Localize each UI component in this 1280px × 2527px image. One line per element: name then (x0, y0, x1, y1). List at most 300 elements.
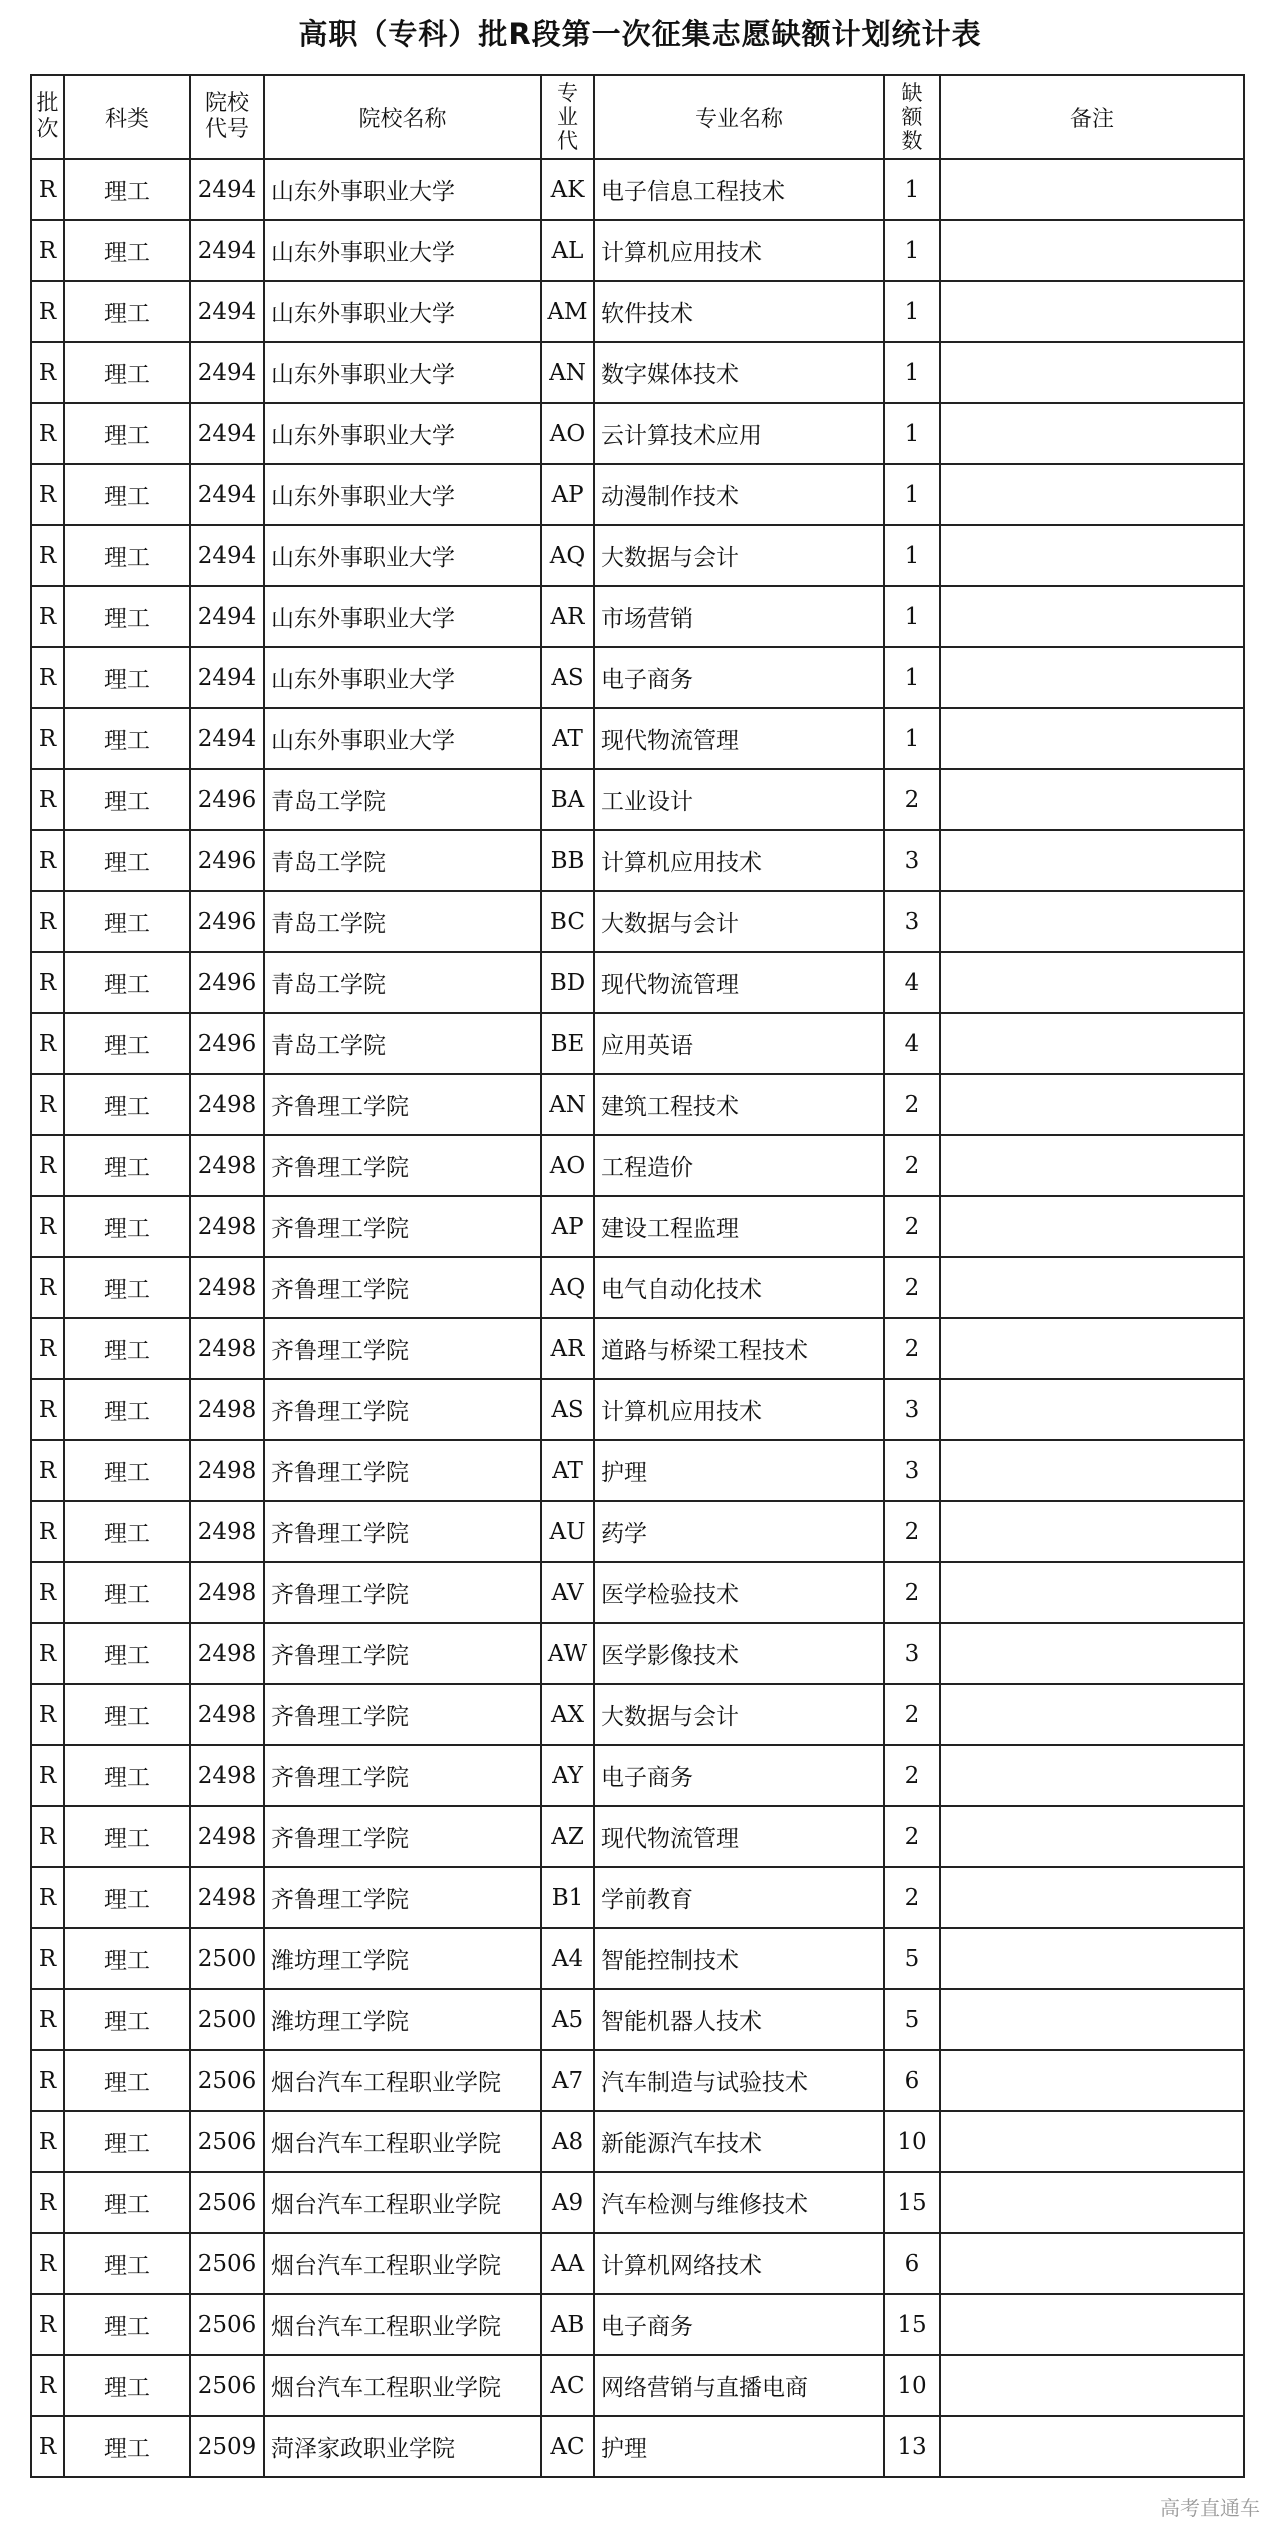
header-school-name: 院校名称 (264, 75, 541, 159)
table-row (31, 2294, 1244, 2355)
cell-category: 理工 (64, 2416, 190, 2477)
table-row (31, 2416, 1244, 2477)
cell-vacancy: 1 (884, 403, 940, 464)
cell-major-code: AM (541, 281, 594, 342)
cell-category: 理工 (64, 1135, 190, 1196)
cell-major-code: BD (541, 952, 594, 1013)
cell-major-code: AX (541, 1684, 594, 1745)
cell-school-name: 齐鲁理工学院 (264, 1684, 541, 1745)
cell-batch: R (31, 159, 64, 220)
cell-vacancy: 1 (884, 159, 940, 220)
cell-vacancy: 2 (884, 1806, 940, 1867)
cell-batch: R (31, 525, 64, 586)
cell-category: 理工 (64, 1562, 190, 1623)
cell-vacancy: 2 (884, 1074, 940, 1135)
cell-batch: R (31, 342, 64, 403)
cell-category: 理工 (64, 2233, 190, 2294)
header-major-code-line3: 代 (557, 129, 578, 153)
cell-major-code: AT (541, 1440, 594, 1501)
cell-remark (940, 952, 1244, 1013)
table-row (31, 342, 1244, 403)
cell-major-code: AS (541, 1379, 594, 1440)
cell-school-code: 2498 (190, 1867, 264, 1928)
cell-school-code: 2500 (190, 1928, 264, 1989)
cell-school-code: 2509 (190, 2416, 264, 2477)
header-vacancy-line1: 缺 (901, 81, 923, 105)
cell-school-name: 齐鲁理工学院 (264, 1745, 541, 1806)
cell-category: 理工 (64, 281, 190, 342)
cell-remark (940, 1074, 1244, 1135)
table-header (31, 75, 1244, 159)
header-major-code-line1: 专 (557, 81, 578, 105)
cell-school-code: 2506 (190, 2233, 264, 2294)
cell-vacancy: 3 (884, 1623, 940, 1684)
cell-category: 理工 (64, 1440, 190, 1501)
cell-batch: R (31, 2050, 64, 2111)
cell-batch: R (31, 1806, 64, 1867)
cell-school-code: 2500 (190, 1989, 264, 2050)
cell-major-name: 护理 (594, 2416, 884, 2477)
cell-vacancy: 1 (884, 342, 940, 403)
cell-category: 理工 (64, 1379, 190, 1440)
cell-school-code: 2496 (190, 769, 264, 830)
table-row (31, 1928, 1244, 1989)
cell-vacancy: 2 (884, 1501, 940, 1562)
cell-remark (940, 525, 1244, 586)
cell-major-name: 电子商务 (594, 1745, 884, 1806)
cell-vacancy: 13 (884, 2416, 940, 2477)
cell-batch: R (31, 708, 64, 769)
cell-category: 理工 (64, 830, 190, 891)
cell-batch: R (31, 220, 64, 281)
cell-school-name: 齐鲁理工学院 (264, 1806, 541, 1867)
cell-major-code: AU (541, 1501, 594, 1562)
cell-school-name: 齐鲁理工学院 (264, 1135, 541, 1196)
cell-major-code: AB (541, 2294, 594, 2355)
table-row (31, 1074, 1244, 1135)
table-row (31, 891, 1244, 952)
header-major-name: 专业名称 (594, 75, 884, 159)
cell-batch: R (31, 1257, 64, 1318)
cell-school-code: 2498 (190, 1074, 264, 1135)
cell-category: 理工 (64, 342, 190, 403)
cell-major-code: A5 (541, 1989, 594, 2050)
cell-batch: R (31, 1318, 64, 1379)
table-row (31, 1135, 1244, 1196)
cell-major-code: AA (541, 2233, 594, 2294)
cell-school-code: 2494 (190, 342, 264, 403)
cell-category: 理工 (64, 1623, 190, 1684)
table-row (31, 1379, 1244, 1440)
cell-school-code: 2498 (190, 1745, 264, 1806)
cell-major-name: 医学影像技术 (594, 1623, 884, 1684)
cell-major-name: 建设工程监理 (594, 1196, 884, 1257)
cell-vacancy: 5 (884, 1989, 940, 2050)
cell-major-name: 建筑工程技术 (594, 1074, 884, 1135)
cell-category: 理工 (64, 1806, 190, 1867)
cell-major-code: AC (541, 2416, 594, 2477)
cell-batch: R (31, 1135, 64, 1196)
cell-major-code: AR (541, 586, 594, 647)
cell-remark (940, 1623, 1244, 1684)
cell-remark (940, 464, 1244, 525)
cell-batch: R (31, 464, 64, 525)
table-row (31, 1745, 1244, 1806)
cell-category: 理工 (64, 1745, 190, 1806)
cell-category: 理工 (64, 1928, 190, 1989)
cell-school-code: 2494 (190, 220, 264, 281)
cell-major-code: AQ (541, 1257, 594, 1318)
table-row (31, 1196, 1244, 1257)
cell-category: 理工 (64, 525, 190, 586)
cell-school-name: 齐鲁理工学院 (264, 1623, 541, 1684)
cell-major-code: AL (541, 220, 594, 281)
cell-major-code: AO (541, 403, 594, 464)
cell-school-code: 2494 (190, 647, 264, 708)
cell-remark (940, 1928, 1244, 1989)
cell-batch: R (31, 2233, 64, 2294)
cell-remark (940, 159, 1244, 220)
cell-school-name: 青岛工学院 (264, 830, 541, 891)
cell-remark (940, 830, 1244, 891)
cell-school-name: 齐鲁理工学院 (264, 1379, 541, 1440)
header-major-code (541, 75, 594, 159)
cell-category: 理工 (64, 647, 190, 708)
cell-major-name: 电子商务 (594, 2294, 884, 2355)
cell-major-code: AN (541, 1074, 594, 1135)
cell-school-name: 山东外事职业大学 (264, 525, 541, 586)
cell-vacancy: 1 (884, 647, 940, 708)
cell-school-name: 齐鲁理工学院 (264, 1318, 541, 1379)
header-vacancy (884, 75, 940, 159)
header-vacancy-line3: 数 (901, 129, 923, 153)
table-row (31, 1013, 1244, 1074)
cell-remark (940, 1501, 1244, 1562)
cell-batch: R (31, 2416, 64, 2477)
cell-remark (940, 1867, 1244, 1928)
cell-major-name: 市场营销 (594, 586, 884, 647)
watermark: 高考直通车 (1160, 2496, 1260, 2520)
cell-category: 理工 (64, 1074, 190, 1135)
cell-vacancy: 15 (884, 2172, 940, 2233)
cell-remark (940, 2111, 1244, 2172)
table-row (31, 2050, 1244, 2111)
cell-remark (940, 342, 1244, 403)
cell-school-code: 2498 (190, 1806, 264, 1867)
cell-school-code: 2494 (190, 464, 264, 525)
cell-school-code: 2506 (190, 2355, 264, 2416)
cell-major-name: 护理 (594, 1440, 884, 1501)
table-row (31, 1257, 1244, 1318)
cell-vacancy: 2 (884, 1745, 940, 1806)
cell-category: 理工 (64, 2355, 190, 2416)
cell-batch: R (31, 1928, 64, 1989)
cell-school-name: 齐鲁理工学院 (264, 1562, 541, 1623)
cell-school-code: 2494 (190, 281, 264, 342)
cell-school-name: 山东外事职业大学 (264, 281, 541, 342)
cell-school-name: 山东外事职业大学 (264, 403, 541, 464)
cell-school-code: 2506 (190, 2294, 264, 2355)
cell-school-code: 2496 (190, 891, 264, 952)
cell-remark (940, 220, 1244, 281)
cell-school-name: 烟台汽车工程职业学院 (264, 2355, 541, 2416)
cell-school-code: 2498 (190, 1196, 264, 1257)
cell-remark (940, 2050, 1244, 2111)
cell-vacancy: 6 (884, 2050, 940, 2111)
table-row (31, 952, 1244, 1013)
cell-major-name: 网络营销与直播电商 (594, 2355, 884, 2416)
cell-category: 理工 (64, 952, 190, 1013)
vacancy-table (30, 74, 1245, 2478)
cell-vacancy: 3 (884, 830, 940, 891)
cell-remark (940, 1257, 1244, 1318)
table-row (31, 2111, 1244, 2172)
header-batch-label: 批次 (36, 91, 59, 142)
cell-major-name: 道路与桥梁工程技术 (594, 1318, 884, 1379)
table-row (31, 1867, 1244, 1928)
cell-vacancy: 10 (884, 2111, 940, 2172)
cell-remark (940, 769, 1244, 830)
cell-remark (940, 281, 1244, 342)
cell-major-name: 电气自动化技术 (594, 1257, 884, 1318)
cell-batch: R (31, 1379, 64, 1440)
cell-remark (940, 1013, 1244, 1074)
cell-school-code: 2498 (190, 1501, 264, 1562)
cell-category: 理工 (64, 586, 190, 647)
cell-school-name: 潍坊理工学院 (264, 1928, 541, 1989)
cell-school-name: 山东外事职业大学 (264, 647, 541, 708)
cell-remark (940, 647, 1244, 708)
table-row (31, 2233, 1244, 2294)
cell-major-name: 智能控制技术 (594, 1928, 884, 1989)
cell-remark (940, 1379, 1244, 1440)
cell-major-code: AS (541, 647, 594, 708)
cell-remark (940, 2416, 1244, 2477)
cell-major-name: 汽车制造与试验技术 (594, 2050, 884, 2111)
cell-school-name: 青岛工学院 (264, 952, 541, 1013)
cell-batch: R (31, 2294, 64, 2355)
cell-remark (940, 2172, 1244, 2233)
cell-major-name: 药学 (594, 1501, 884, 1562)
table-row (31, 1623, 1244, 1684)
table-row (31, 1989, 1244, 2050)
cell-school-code: 2496 (190, 952, 264, 1013)
cell-category: 理工 (64, 1196, 190, 1257)
cell-major-name: 计算机应用技术 (594, 830, 884, 891)
cell-major-code: AQ (541, 525, 594, 586)
cell-category: 理工 (64, 1867, 190, 1928)
cell-batch: R (31, 1074, 64, 1135)
cell-vacancy: 1 (884, 281, 940, 342)
cell-remark (940, 1989, 1244, 2050)
cell-school-name: 青岛工学院 (264, 1013, 541, 1074)
cell-major-code: AV (541, 1562, 594, 1623)
cell-major-code: AW (541, 1623, 594, 1684)
cell-remark (940, 1745, 1244, 1806)
cell-batch: R (31, 647, 64, 708)
cell-major-code: AK (541, 159, 594, 220)
cell-school-code: 2506 (190, 2172, 264, 2233)
cell-vacancy: 3 (884, 1379, 940, 1440)
cell-school-code: 2494 (190, 403, 264, 464)
cell-vacancy: 1 (884, 525, 940, 586)
cell-batch: R (31, 1989, 64, 2050)
cell-major-code: AP (541, 464, 594, 525)
cell-school-code: 2498 (190, 1135, 264, 1196)
table-row (31, 1501, 1244, 1562)
cell-major-name: 数字媒体技术 (594, 342, 884, 403)
cell-major-code: AC (541, 2355, 594, 2416)
cell-remark (940, 1440, 1244, 1501)
header-row (31, 75, 1244, 159)
cell-school-code: 2498 (190, 1562, 264, 1623)
cell-major-code: A9 (541, 2172, 594, 2233)
cell-category: 理工 (64, 1989, 190, 2050)
cell-major-name: 计算机应用技术 (594, 1379, 884, 1440)
cell-batch: R (31, 1867, 64, 1928)
table-row (31, 2355, 1244, 2416)
cell-major-code: AT (541, 708, 594, 769)
cell-school-code: 2498 (190, 1623, 264, 1684)
cell-remark (940, 891, 1244, 952)
cell-category: 理工 (64, 464, 190, 525)
cell-vacancy: 15 (884, 2294, 940, 2355)
cell-major-code: B1 (541, 1867, 594, 1928)
cell-school-name: 烟台汽车工程职业学院 (264, 2050, 541, 2111)
cell-remark (940, 2233, 1244, 2294)
cell-remark (940, 708, 1244, 769)
cell-vacancy: 3 (884, 1440, 940, 1501)
cell-school-code: 2498 (190, 1440, 264, 1501)
cell-category: 理工 (64, 2050, 190, 2111)
cell-category: 理工 (64, 1684, 190, 1745)
cell-school-code: 2498 (190, 1318, 264, 1379)
cell-vacancy: 1 (884, 586, 940, 647)
cell-major-name: 应用英语 (594, 1013, 884, 1074)
table-row (31, 1562, 1244, 1623)
cell-remark (940, 1196, 1244, 1257)
table-row (31, 647, 1244, 708)
cell-category: 理工 (64, 1318, 190, 1379)
cell-vacancy: 4 (884, 1013, 940, 1074)
table-row (31, 1806, 1244, 1867)
cell-batch: R (31, 1684, 64, 1745)
cell-remark (940, 1562, 1244, 1623)
cell-vacancy: 2 (884, 1562, 940, 1623)
cell-school-name: 齐鲁理工学院 (264, 1257, 541, 1318)
cell-major-name: 现代物流管理 (594, 1806, 884, 1867)
cell-batch: R (31, 2111, 64, 2172)
cell-school-name: 菏泽家政职业学院 (264, 2416, 541, 2477)
cell-school-code: 2494 (190, 586, 264, 647)
table-row (31, 830, 1244, 891)
table-row (31, 525, 1244, 586)
cell-vacancy: 2 (884, 1257, 940, 1318)
table-row (31, 159, 1244, 220)
cell-major-name: 电子信息工程技术 (594, 159, 884, 220)
table-row (31, 403, 1244, 464)
cell-major-name: 大数据与会计 (594, 891, 884, 952)
cell-batch: R (31, 1745, 64, 1806)
cell-major-code: A7 (541, 2050, 594, 2111)
cell-school-name: 齐鲁理工学院 (264, 1440, 541, 1501)
cell-major-name: 工程造价 (594, 1135, 884, 1196)
cell-school-code: 2496 (190, 830, 264, 891)
cell-category: 理工 (64, 159, 190, 220)
cell-major-name: 智能机器人技术 (594, 1989, 884, 2050)
cell-school-code: 2498 (190, 1379, 264, 1440)
cell-major-name: 计算机应用技术 (594, 220, 884, 281)
cell-vacancy: 3 (884, 891, 940, 952)
cell-category: 理工 (64, 2111, 190, 2172)
cell-remark (940, 586, 1244, 647)
header-major-code-line2: 业 (557, 105, 578, 129)
cell-school-name: 齐鲁理工学院 (264, 1074, 541, 1135)
cell-remark (940, 403, 1244, 464)
cell-category: 理工 (64, 403, 190, 464)
cell-batch: R (31, 1501, 64, 1562)
cell-batch: R (31, 830, 64, 891)
table-row (31, 1440, 1244, 1501)
cell-major-code: A4 (541, 1928, 594, 1989)
cell-batch: R (31, 1623, 64, 1684)
cell-vacancy: 1 (884, 708, 940, 769)
cell-vacancy: 6 (884, 2233, 940, 2294)
cell-major-name: 电子商务 (594, 647, 884, 708)
cell-batch: R (31, 769, 64, 830)
cell-category: 理工 (64, 220, 190, 281)
table-row (31, 281, 1244, 342)
cell-major-code: BE (541, 1013, 594, 1074)
cell-batch: R (31, 1196, 64, 1257)
cell-major-name: 大数据与会计 (594, 525, 884, 586)
cell-major-name: 动漫制作技术 (594, 464, 884, 525)
cell-major-code: AY (541, 1745, 594, 1806)
cell-major-name: 汽车检测与维修技术 (594, 2172, 884, 2233)
cell-batch: R (31, 891, 64, 952)
cell-category: 理工 (64, 891, 190, 952)
cell-major-name: 新能源汽车技术 (594, 2111, 884, 2172)
cell-major-code: AN (541, 342, 594, 403)
table-row (31, 708, 1244, 769)
header-vacancy-line2: 额 (901, 105, 923, 129)
cell-major-code: A8 (541, 2111, 594, 2172)
cell-category: 理工 (64, 1257, 190, 1318)
cell-school-code: 2498 (190, 1684, 264, 1745)
cell-major-name: 计算机网络技术 (594, 2233, 884, 2294)
cell-major-name: 学前教育 (594, 1867, 884, 1928)
cell-school-name: 烟台汽车工程职业学院 (264, 2172, 541, 2233)
cell-vacancy: 2 (884, 769, 940, 830)
cell-school-name: 潍坊理工学院 (264, 1989, 541, 2050)
cell-vacancy: 2 (884, 1867, 940, 1928)
header-school-code-line1: 院校 (204, 91, 249, 116)
cell-school-name: 山东外事职业大学 (264, 220, 541, 281)
table-row (31, 1684, 1244, 1745)
cell-remark (940, 1684, 1244, 1745)
cell-school-code: 2494 (190, 708, 264, 769)
cell-batch: R (31, 1562, 64, 1623)
cell-category: 理工 (64, 2172, 190, 2233)
cell-major-code: BB (541, 830, 594, 891)
cell-vacancy: 2 (884, 1135, 940, 1196)
cell-remark (940, 1135, 1244, 1196)
cell-vacancy: 2 (884, 1196, 940, 1257)
table-row (31, 1318, 1244, 1379)
cell-batch: R (31, 1440, 64, 1501)
cell-major-name: 现代物流管理 (594, 708, 884, 769)
cell-school-code: 2506 (190, 2111, 264, 2172)
